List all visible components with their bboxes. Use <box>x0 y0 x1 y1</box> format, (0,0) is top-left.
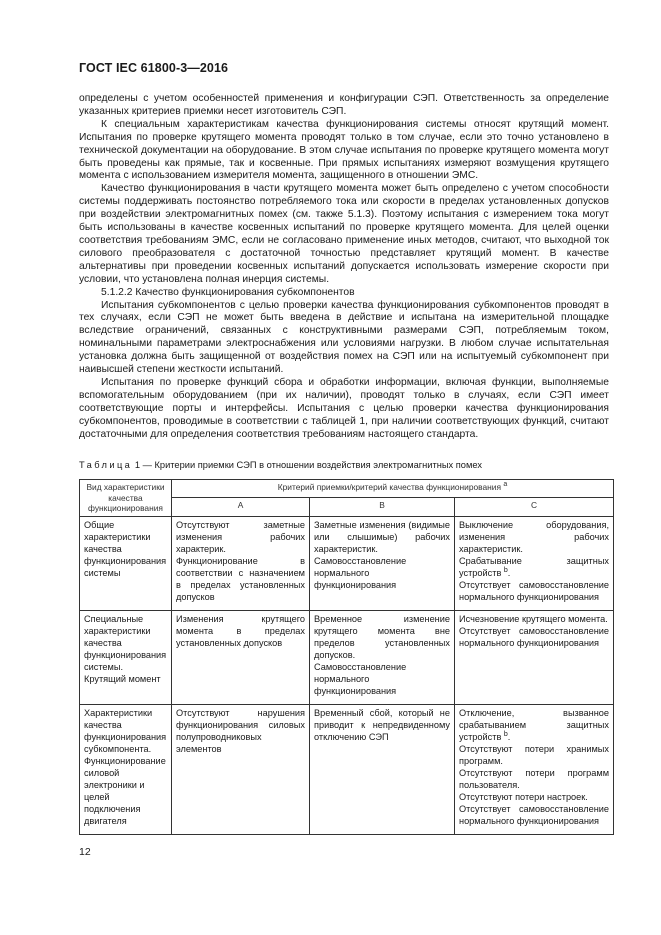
paragraph: К специальным характеристикам качества функционирования системы относят крутящий момент. Испытания по проверке крутящего момента проводят только в том случае, если это точно установлено в технической документации на оборудование. В этом случае испытания по проверке крутящего момента могут быть проведены как прямые, так и косвенные. При прямых испытаниях измеряют возмущения крутящего момента с использованием измерителя момента, защищенного в отношении ЭМС. <box>79 118 609 182</box>
table-header-row <box>80 480 614 498</box>
paragraph: Испытания по проверке функций сбора и обработки информации, включая функции, выполняемые вспомогательным оборудованием (при их наличии), проводят только в случаях, если СЭП имеет соответствующие порты и интерфейсы. Испытания с целью проверки качества функционирования субкомпонентов, проводимые в соответствии с таблицей 1, при наличии соответствующих функций, считают достаточными для определения соответствия требованиям настоящего стандарта. <box>79 376 609 440</box>
column-header-c: C <box>455 498 614 516</box>
cell-criterion-a: Отсутствуют нарушения функционирования силовых полупроводниковых элементов <box>172 704 310 834</box>
cell-criterion-a: Изменения крутящего момента в пределах установленных допусков <box>172 610 310 704</box>
footnote-marker: b <box>503 566 508 574</box>
column-header-b: B <box>310 498 455 516</box>
table-row <box>80 516 614 610</box>
cell-criterion-b: Временный сбой, который не приводит к непредвиденному отключению СЭП <box>310 704 455 834</box>
column-header-a: A <box>172 498 310 516</box>
footnote-marker: a <box>503 481 508 489</box>
cell-criterion-a: Отсутствуют заметные изменения рабочих характерик. Функционирование в соответствии с назначением в пределах установленных допусков <box>172 516 310 610</box>
cell-criterion-b: Заметные изменения (видимые или слышимые) рабочих характеристик. Самовосстановление нормального функционирования <box>310 516 455 610</box>
column-header-criteria: Критерий приемки/критерий качества функционирования $^a$ <box>172 480 614 498</box>
column-header-characteristic: Вид характеристики качества функционирования <box>80 480 172 517</box>
section-heading: 5.1.2.2 Качество функционирования субкомпонентов <box>101 286 355 298</box>
body-text <box>79 93 609 441</box>
table-caption-label: Таблица <box>79 460 133 470</box>
paragraph: определены с учетом особенностей применения и конфигурации СЭП. Ответственность за определение указанных критериев приемки несет изготовитель СЭП. <box>79 93 609 117</box>
cell-criterion-b: Временное изменение крутящего момента вне пределов установленных допусков. Самовосстановление нормального функционирования <box>310 610 455 704</box>
cell-criterion-c: Выключение оборудования, изменения рабочих характеристик. Срабатывание защитных устройств $^b$. Отсутствует самовосстановление нормального функционирования <box>455 516 614 610</box>
table-row <box>80 610 614 704</box>
table-caption <box>79 459 619 471</box>
table-caption-text: 1 — Критерии приемки СЭП в отношении воздействия электромагнитных помех <box>134 460 482 470</box>
row-label: Специальные характеристики качества функционирования системы. Крутящий момент <box>80 610 172 704</box>
page-number: 12 <box>79 846 91 858</box>
row-label: Общие характеристики качества функционирования системы <box>80 516 172 610</box>
footnote-marker: b <box>503 730 508 738</box>
table-row <box>80 704 614 834</box>
row-label: Характеристики качества функционирования субкомпонента. Функционирование силовой электроники и целей подключения двигателя <box>80 704 172 834</box>
cell-criterion-c: Исчезновение крутящего момента. Отсутствует самовосстановление нормального функционирования <box>455 610 614 704</box>
document-header: ГОСТ IEC 61800-3—2016 <box>79 61 229 75</box>
paragraph: Испытания субкомпонентов с целью проверки качества функционирования субкомпонентов проводят в тех случаях, если СЭП не может быть введена в действие и испытана на измерительной площадке вследствие ограничений, связанных с конструктивными размерами СЭП, потребляемым током, номинальными параметрами электроснабжения или условиями нагрузки. В любом случае испытательная установка должна быть защищенной от воздействия помех на СЭП или на испытуемый субкомпонент при наивысшей степени жесткости испытаний. <box>79 299 609 376</box>
paragraph: Качество функционирования в части крутящего момента может быть определено с учетом способности системы поддерживать постоянство потребляемого тока или скорости в пределах установленных допусков при воздействии электромагнитных помех (см. также 5.1.3). Поэтому испытания с измерением тока могут быть использованы в качестве косвенных испытаний по проверке крутящего момента. Для целей оценки соответствия требованиям ЭМС, если не согласовано применение иных методов, считают, что выходной ток силового преобразователя с достаточной точностью представляет крутящий момент. В качестве альтернативы при проведении косвенных испытаний допускается использовать измерение скорости при условии, что установлена полная инерция системы. <box>79 183 609 285</box>
cell-criterion-c: Отключение, вызванное срабатыванием защитных устройств $^b$. Отсутствуют потери хранимых программ. Отсутствуют потери программ пользователя. Отсутствуют потери настроек. Отсутствует самовосстановление нормального функционирования <box>455 704 614 834</box>
criteria-table <box>79 479 614 835</box>
